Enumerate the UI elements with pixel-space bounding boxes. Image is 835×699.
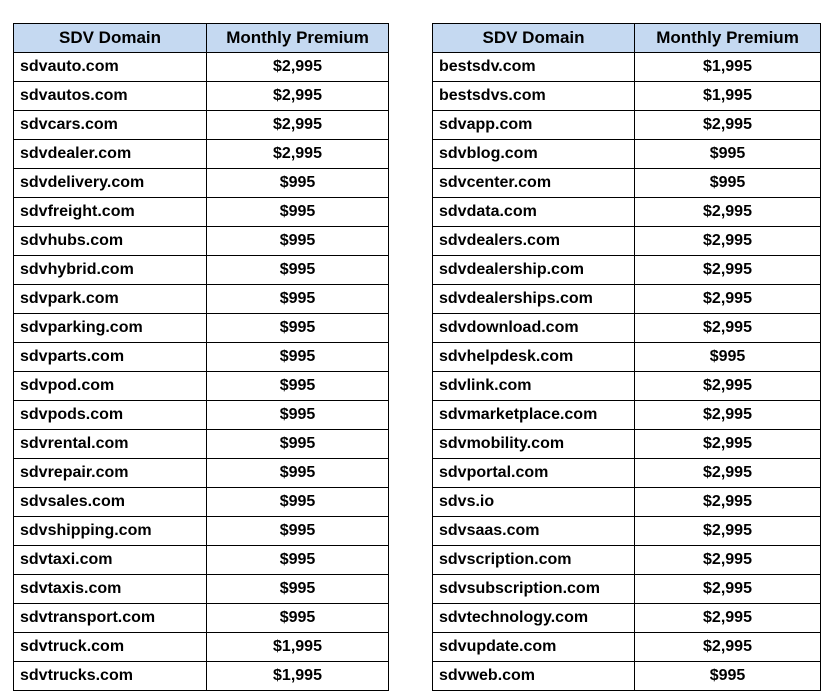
premium-cell: $2,995: [635, 546, 821, 575]
table-row: [433, 256, 821, 285]
domain-cell: sdvtechnology.com: [433, 604, 635, 633]
domain-cell: sdvdealers.com: [433, 227, 635, 256]
domain-cell: sdvmarketplace.com: [433, 401, 635, 430]
premium-cell: $2,995: [207, 140, 389, 169]
premium-cell: $995: [207, 459, 389, 488]
domain-cell: sdvapp.com: [433, 111, 635, 140]
table-row: [14, 604, 389, 633]
domain-cell: sdvparts.com: [14, 343, 207, 372]
table-row: [433, 227, 821, 256]
premium-cell: $2,995: [635, 401, 821, 430]
premium-cell: $2,995: [635, 517, 821, 546]
premium-cell: $2,995: [635, 111, 821, 140]
premium-cell: $1,995: [635, 53, 821, 82]
table-row: [433, 604, 821, 633]
table-row: [433, 488, 821, 517]
premium-cell: $995: [207, 372, 389, 401]
table-row: [14, 227, 389, 256]
domain-cell: sdvfreight.com: [14, 198, 207, 227]
domain-cell: sdvscription.com: [433, 546, 635, 575]
table-row: [433, 401, 821, 430]
domain-cell: sdvtrucks.com: [14, 662, 207, 691]
premium-cell: $995: [635, 169, 821, 198]
premium-cell: $995: [207, 198, 389, 227]
domain-cell: sdvtaxi.com: [14, 546, 207, 575]
domain-cell: sdvsaas.com: [433, 517, 635, 546]
table-row: [14, 372, 389, 401]
premium-cell: $2,995: [635, 633, 821, 662]
domain-cell: sdvpark.com: [14, 285, 207, 314]
table-row: [14, 198, 389, 227]
table-row: [14, 575, 389, 604]
premium-cell: $995: [207, 314, 389, 343]
header-domain: SDV Domain: [14, 24, 207, 53]
domain-cell: sdvupdate.com: [433, 633, 635, 662]
premium-cell: $2,995: [635, 459, 821, 488]
premium-cell: $2,995: [635, 575, 821, 604]
domain-cell: sdvpods.com: [14, 401, 207, 430]
table-row: [14, 140, 389, 169]
domain-cell: bestsdvs.com: [433, 82, 635, 111]
table-row: [433, 633, 821, 662]
domain-cell: bestsdv.com: [433, 53, 635, 82]
domain-cell: sdvblog.com: [433, 140, 635, 169]
domain-cell: sdvparking.com: [14, 314, 207, 343]
header-premium: Monthly Premium: [635, 24, 821, 53]
table-row: [433, 343, 821, 372]
domain-cell: sdvhubs.com: [14, 227, 207, 256]
premium-cell: $2,995: [635, 227, 821, 256]
domain-cell: sdvsubscription.com: [433, 575, 635, 604]
table-row: [433, 53, 821, 82]
domain-table-right: [432, 23, 821, 691]
domain-cell: sdvcars.com: [14, 111, 207, 140]
premium-cell: $1,995: [207, 633, 389, 662]
domain-cell: sdvs.io: [433, 488, 635, 517]
header-row: [433, 24, 821, 53]
table-row: [433, 169, 821, 198]
premium-cell: $995: [207, 285, 389, 314]
premium-cell: $2,995: [635, 256, 821, 285]
table-row: [433, 430, 821, 459]
premium-cell: $2,995: [635, 488, 821, 517]
premium-cell: $995: [635, 343, 821, 372]
premium-cell: $2,995: [635, 604, 821, 633]
premium-cell: $2,995: [635, 372, 821, 401]
table-row: [433, 82, 821, 111]
domain-cell: sdvdata.com: [433, 198, 635, 227]
premium-cell: $995: [207, 401, 389, 430]
premium-cell: $995: [207, 488, 389, 517]
domain-cell: sdvauto.com: [14, 53, 207, 82]
premium-cell: $2,995: [635, 285, 821, 314]
premium-cell: $1,995: [207, 662, 389, 691]
domain-cell: sdvdelivery.com: [14, 169, 207, 198]
table-row: [433, 517, 821, 546]
premium-cell: $2,995: [207, 53, 389, 82]
domain-cell: sdvhelpdesk.com: [433, 343, 635, 372]
table-row: [14, 82, 389, 111]
premium-cell: $995: [207, 575, 389, 604]
table-row: [433, 140, 821, 169]
domain-cell: sdvmobility.com: [433, 430, 635, 459]
premium-cell: $2,995: [207, 82, 389, 111]
table-row: [433, 459, 821, 488]
premium-cell: $1,995: [635, 82, 821, 111]
table-row: [14, 546, 389, 575]
domain-cell: sdvtransport.com: [14, 604, 207, 633]
table-row: [14, 111, 389, 140]
domain-cell: sdvdealership.com: [433, 256, 635, 285]
premium-cell: $2,995: [635, 198, 821, 227]
premium-cell: $995: [207, 430, 389, 459]
domain-cell: sdvhybrid.com: [14, 256, 207, 285]
premium-cell: $995: [207, 343, 389, 372]
domain-cell: sdvrental.com: [14, 430, 207, 459]
domain-cell: sdvpod.com: [14, 372, 207, 401]
table-row: [14, 430, 389, 459]
header-row: [14, 24, 389, 53]
table-row: [433, 546, 821, 575]
table-row: [433, 285, 821, 314]
table-row: [433, 662, 821, 691]
domain-cell: sdvautos.com: [14, 82, 207, 111]
domain-cell: sdvweb.com: [433, 662, 635, 691]
domain-cell: sdvsales.com: [14, 488, 207, 517]
table-row: [14, 314, 389, 343]
table-row: [14, 343, 389, 372]
table-row: [14, 256, 389, 285]
table-row: [14, 517, 389, 546]
table-row: [14, 662, 389, 691]
premium-cell: $2,995: [207, 111, 389, 140]
domain-cell: sdvshipping.com: [14, 517, 207, 546]
premium-cell: $995: [207, 169, 389, 198]
domain-cell: sdvrepair.com: [14, 459, 207, 488]
table-row: [14, 488, 389, 517]
table-row: [433, 372, 821, 401]
domain-cell: sdvdealerships.com: [433, 285, 635, 314]
table-row: [14, 169, 389, 198]
domain-cell: sdvcenter.com: [433, 169, 635, 198]
premium-cell: $995: [635, 662, 821, 691]
domain-cell: sdvdownload.com: [433, 314, 635, 343]
premium-cell: $2,995: [635, 430, 821, 459]
table-row: [433, 314, 821, 343]
domain-cell: sdvtaxis.com: [14, 575, 207, 604]
domain-cell: sdvportal.com: [433, 459, 635, 488]
table-row: [14, 53, 389, 82]
premium-cell: $995: [207, 517, 389, 546]
domain-cell: sdvlink.com: [433, 372, 635, 401]
premium-cell: $995: [635, 140, 821, 169]
domain-cell: sdvtruck.com: [14, 633, 207, 662]
premium-cell: $2,995: [635, 314, 821, 343]
table-row: [14, 633, 389, 662]
table-row: [14, 401, 389, 430]
domain-table-left: [13, 23, 389, 691]
table-row: [14, 459, 389, 488]
table-row: [433, 575, 821, 604]
premium-cell: $995: [207, 227, 389, 256]
table-row: [433, 111, 821, 140]
table-row: [433, 198, 821, 227]
premium-cell: $995: [207, 256, 389, 285]
premium-cell: $995: [207, 604, 389, 633]
header-domain: SDV Domain: [433, 24, 635, 53]
domain-cell: sdvdealer.com: [14, 140, 207, 169]
premium-cell: $995: [207, 546, 389, 575]
table-row: [14, 285, 389, 314]
header-premium: Monthly Premium: [207, 24, 389, 53]
